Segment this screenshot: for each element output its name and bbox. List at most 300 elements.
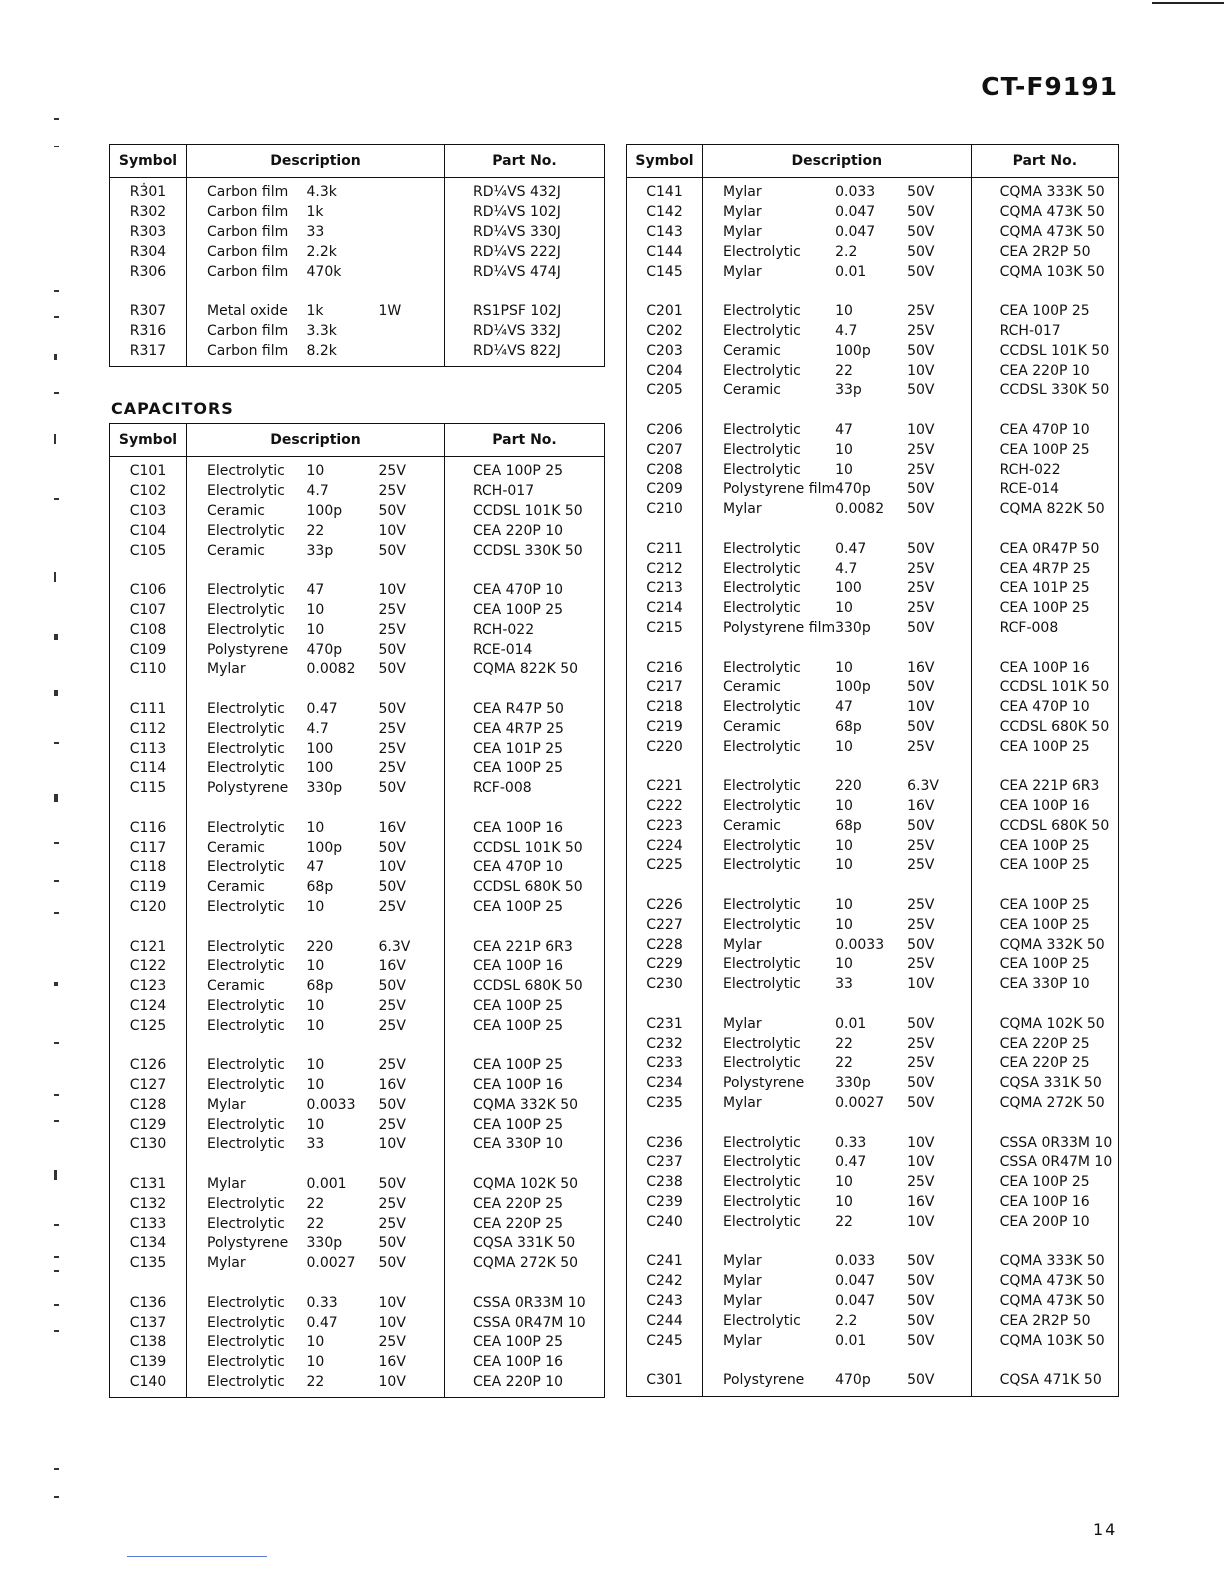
symbol-cell: C204 [627,361,703,381]
value-cell: 22 [306,1195,325,1212]
table-row [110,660,605,680]
type-cell: Polystyrene [723,1075,805,1092]
part-number-cell: CQMA 473K 50 [971,1292,1118,1312]
rating-cell: 50V [907,936,935,953]
symbol-cell: C201 [627,302,703,322]
table-row [627,1331,1119,1351]
part-number-cell: CCDSL 101K 50 [971,341,1118,361]
symbol-cell: C239 [627,1193,703,1213]
col-description: Description [187,145,445,178]
part-number-cell: CEA 100P 16 [971,658,1118,678]
part-number-cell: CQMA 473K 50 [971,203,1118,223]
rating-cell: 6.3V [378,938,411,955]
col-description: Description [187,424,445,457]
table-row [627,698,1119,718]
value-cell: 10 [835,1174,853,1191]
table-row [627,1311,1119,1331]
value-cell: 100p [835,679,871,696]
value-cell: 33p [835,382,862,399]
part-number-cell: CSSA 0R47M 10 [445,1313,605,1333]
part-number-cell: CQMA 272K 50 [971,1094,1118,1114]
part-number-cell: CCDSL 330K 50 [971,381,1118,401]
value-cell: 1k [306,204,324,221]
table-row [110,1234,605,1254]
rating-cell: 10V [378,859,406,876]
symbol-cell: C122 [110,957,187,977]
type-cell: Electrolytic [207,522,285,539]
type-cell: Electrolytic [207,1215,285,1232]
value-cell: 100 [306,760,334,777]
table-header-row [110,424,605,457]
rating-cell: 25V [907,600,935,617]
symbol-cell: C225 [627,856,703,876]
value-cell: 0.47 [835,540,867,557]
part-number-cell: CEA 100P 25 [971,599,1118,619]
type-cell: Mylar [723,1293,762,1310]
value-cell: 470p [835,481,871,498]
value-cell: 10 [835,837,853,854]
value-cell: 0.047 [835,223,876,240]
part-number-cell: CEA 330P 10 [445,1135,605,1155]
type-cell: Ceramic [723,382,781,399]
table-row [627,1133,1119,1153]
table-row [627,203,1119,223]
value-cell: 0.33 [835,1134,867,1151]
rating-cell: 50V [378,1176,406,1193]
rating-cell: 16V [907,798,935,815]
col-part-no: Part No. [445,145,605,178]
table-row [627,460,1119,480]
part-number-cell: CEA 221P 6R3 [445,937,605,957]
part-number-cell: CEA 100P 25 [971,896,1118,916]
table-row [627,361,1119,381]
value-cell: 10 [306,819,325,836]
value-cell: 68p [835,718,862,735]
type-cell: Ceramic [723,817,781,834]
part-number-cell: CCDSL 330K 50 [445,541,605,561]
table-row [110,1175,605,1195]
rating-cell: 1W [378,303,402,320]
rating-cell: 50V [907,540,935,557]
part-number-cell: CQSA 471K 50 [971,1371,1118,1391]
table-row [110,1016,605,1036]
table-row [110,482,605,502]
symbol-cell: C101 [110,462,187,482]
value-cell: 68p [306,879,334,896]
value-cell: 33 [835,976,853,993]
type-cell: Electrolytic [207,740,285,757]
resistors-table [109,144,605,367]
value-cell: 0.01 [835,1332,867,1349]
rating-cell: 25V [378,1195,406,1212]
symbol-cell: C108 [110,620,187,640]
rating-cell: 25V [378,740,406,757]
type-cell: Electrolytic [207,621,285,638]
rating-cell: 10V [378,1314,406,1331]
symbol-cell: C133 [110,1214,187,1234]
symbol-cell: R317 [110,341,187,361]
type-cell: Electrolytic [207,1354,285,1371]
value-cell: 22 [835,1035,853,1052]
part-number-cell: CEA 100P 25 [971,856,1118,876]
symbol-cell: C234 [627,1074,703,1094]
type-cell: Electrolytic [723,659,801,676]
rating-cell: 50V [907,382,935,399]
rating-cell: 25V [907,1055,935,1072]
table-row [110,957,605,977]
type-cell: Electrolytic [723,916,801,933]
type-cell: Mylar [207,661,246,678]
value-cell: 1k [306,303,324,320]
part-number-cell: CEA 200P 10 [971,1212,1118,1232]
table-row [627,262,1119,282]
value-cell: 10 [306,1077,325,1094]
capacitors-left-body [110,457,605,1398]
value-cell: 10 [835,916,853,933]
part-number-cell: CEA 0R47P 50 [971,539,1118,559]
symbol-cell: C131 [110,1175,187,1195]
part-number-cell: CEA 470P 10 [445,581,605,601]
table-row [110,620,605,640]
type-cell: Electrolytic [723,560,801,577]
value-cell: 68p [835,817,862,834]
part-number-cell: RS1PSF 102J [445,302,605,322]
rating-cell: 50V [378,978,406,995]
part-number-cell: CEA 100P 16 [445,818,605,838]
value-cell: 100p [835,342,871,359]
symbol-cell: C124 [110,997,187,1017]
type-cell: Mylar [723,1332,762,1349]
page-number: 14 [1093,1520,1118,1539]
symbol-cell: C103 [110,502,187,522]
type-cell: Electrolytic [723,798,801,815]
type-cell: Electrolytic [207,997,285,1014]
col-symbol: Symbol [110,424,187,457]
table-row [110,878,605,898]
part-number-cell: CQMA 473K 50 [971,1272,1118,1292]
symbol-cell: C113 [110,739,187,759]
value-cell: 10 [835,303,853,320]
part-number-cell: CCDSL 680K 50 [971,817,1118,837]
table-row [110,223,605,243]
table-row [110,838,605,858]
symbol-cell: C107 [110,601,187,621]
symbol-cell: C143 [627,223,703,243]
part-number-cell: CSSA 0R47M 10 [971,1153,1118,1173]
rating-cell: 25V [378,601,406,618]
part-number-cell: CEA 220P 10 [445,521,605,541]
symbol-cell: C223 [627,817,703,837]
rating-cell: 25V [907,916,935,933]
symbol-cell: C135 [110,1254,187,1274]
part-number-cell: CEA 100P 16 [445,1076,605,1096]
value-cell: 47 [835,421,853,438]
value-cell: 0.47 [835,1154,867,1171]
table-row [627,599,1119,619]
value-cell: 10 [835,897,853,914]
table-row [627,1173,1119,1193]
part-number-cell: CQMA 103K 50 [971,1331,1118,1351]
type-cell: Electrolytic [207,819,285,836]
table-row [627,777,1119,797]
type-cell: Mylar [207,1255,246,1272]
type-cell: Electrolytic [723,857,801,874]
symbol-cell: C129 [110,1115,187,1135]
symbol-cell: C237 [627,1153,703,1173]
part-number-cell: CEA 100P 25 [971,737,1118,757]
table-row [110,1194,605,1214]
type-cell: Electrolytic [723,956,801,973]
type-cell: Carbon film [207,184,289,201]
symbol-cell: C116 [110,818,187,838]
part-number-cell: CEA 100P 25 [971,1173,1118,1193]
rating-cell: 50V [378,502,406,519]
symbol-cell: C233 [627,1054,703,1074]
rating-cell: 25V [907,303,935,320]
type-cell: Ceramic [207,502,265,519]
value-cell: 68p [306,978,334,995]
symbol-cell: C238 [627,1173,703,1193]
table-row [110,1313,605,1333]
part-number-cell: CCDSL 680K 50 [971,718,1118,738]
table-row [110,1254,605,1274]
rating-cell: 50V [907,481,935,498]
value-cell: 2.2 [835,1312,858,1329]
rating-cell: 16V [907,1194,935,1211]
value-cell: 10 [306,1017,325,1034]
symbol-cell: C244 [627,1311,703,1331]
part-number-cell: CQMA 822K 50 [445,660,605,680]
rating-cell: 50V [907,263,935,280]
table-row [110,1096,605,1116]
part-number-cell: CEA 330P 10 [971,975,1118,995]
symbol-cell: R303 [110,223,187,243]
rating-cell: 50V [378,700,406,717]
symbol-cell: C120 [110,898,187,918]
part-number-cell: CCDSL 680K 50 [445,977,605,997]
col-part-no: Part No. [971,145,1118,178]
type-cell: Electrolytic [723,461,801,478]
symbol-cell: C236 [627,1133,703,1153]
table-row [627,539,1119,559]
value-cell: 10 [835,956,853,973]
symbol-cell: C215 [627,619,703,639]
type-cell: Electrolytic [207,1017,285,1034]
type-cell: Electrolytic [207,1077,285,1094]
rating-cell: 16V [378,819,406,836]
rating-cell: 50V [907,1293,935,1310]
symbol-cell: C134 [110,1234,187,1254]
part-number-cell: CQMA 332K 50 [445,1096,605,1116]
part-number-cell: CEA 470P 10 [445,858,605,878]
type-cell: Electrolytic [723,540,801,557]
type-cell: Mylar [207,1096,246,1113]
type-cell: Electrolytic [723,1055,801,1072]
symbol-cell: C142 [627,203,703,223]
symbol-cell: C221 [627,777,703,797]
part-number-cell: CEA 220P 25 [445,1214,605,1234]
capacitors-heading: CAPACITORS [111,399,234,418]
type-cell: Electrolytic [723,699,801,716]
part-number-cell: RD¼VS 332J [445,322,605,342]
part-number-cell: CEA 221P 6R3 [971,777,1118,797]
type-cell: Metal oxide [207,303,288,320]
rating-cell: 50V [907,1253,935,1270]
symbol-cell: C121 [110,937,187,957]
rating-cell: 25V [907,837,935,854]
type-cell: Electrolytic [207,898,285,915]
table-row [110,1333,605,1353]
type-cell: Electrolytic [723,837,801,854]
symbol-cell: C202 [627,322,703,342]
value-cell: 220 [835,778,862,795]
type-cell: Mylar [723,223,762,240]
value-cell: 10 [306,958,325,975]
value-cell: 0.033 [835,184,876,201]
part-number-cell: CEA 100P 25 [445,1056,605,1076]
type-cell: Electrolytic [723,1312,801,1329]
table-row [110,640,605,660]
table-row [627,856,1119,876]
value-cell: 0.0082 [306,661,356,678]
rating-cell: 25V [378,483,406,500]
symbol-cell: C230 [627,975,703,995]
type-cell: Electrolytic [207,958,285,975]
table-row [110,1353,605,1373]
type-cell: Carbon film [207,263,289,280]
rating-cell: 50V [378,641,406,658]
part-number-cell: CEA 100P 25 [445,1016,605,1036]
part-number-cell: CSSA 0R33M 10 [445,1293,605,1313]
rating-cell: 50V [907,1372,935,1389]
table-row [110,739,605,759]
type-cell: Electrolytic [207,720,285,737]
symbol-cell: R3̇01 [110,183,187,203]
part-number-cell: CEA 100P 25 [445,1115,605,1135]
part-number-cell: CEA 220P 25 [971,1034,1118,1054]
value-cell: 22 [306,1215,325,1232]
value-cell: 100p [306,502,343,519]
type-cell: Carbon film [207,322,289,339]
part-number-cell: CEA 100P 25 [445,997,605,1017]
footer-rule [127,1556,267,1557]
table-row [627,322,1119,342]
rating-cell: 25V [907,560,935,577]
value-cell: 22 [835,1213,853,1230]
table-row [627,559,1119,579]
table-row [627,718,1119,738]
type-cell: Electrolytic [207,700,285,717]
table-row [627,381,1119,401]
part-number-cell: CEA 220P 25 [445,1194,605,1214]
part-number-cell: CEA 100P 25 [445,1333,605,1353]
table-row [110,719,605,739]
table-row [110,242,605,262]
value-cell: 10 [835,659,853,676]
table-row [627,619,1119,639]
value-cell: 0.47 [306,700,338,717]
symbol-cell: C224 [627,836,703,856]
part-number-cell: CQMA 333K 50 [971,1252,1118,1272]
part-number-cell: RD¼VS 222J [445,242,605,262]
type-cell: Ceramic [207,542,265,559]
rating-cell: 10V [907,362,935,379]
value-cell: 0.01 [835,1015,867,1032]
type-cell: Polystyrene [207,641,289,658]
rating-cell: 50V [378,839,406,856]
symbol-cell: C232 [627,1034,703,1054]
table-row [627,797,1119,817]
table-row [627,915,1119,935]
table-row [627,480,1119,500]
value-cell: 47 [306,582,325,599]
symbol-cell: C105 [110,541,187,561]
symbol-cell: C208 [627,460,703,480]
type-cell: Carbon film [207,204,289,221]
rating-cell [379,322,445,342]
value-cell: 4.7 [835,322,858,339]
type-cell: Electrolytic [723,778,801,795]
symbol-cell: R306 [110,262,187,282]
value-cell: 33 [306,1136,325,1153]
table-row [627,1034,1119,1054]
table-row [110,858,605,878]
table-row [627,955,1119,975]
rating-cell: 25V [378,1017,406,1034]
table-row [110,203,605,223]
value-cell: 22 [306,1374,325,1391]
value-cell: 10 [835,461,853,478]
symbol-cell: C209 [627,480,703,500]
symbol-cell: C220 [627,737,703,757]
rating-cell: 25V [907,956,935,973]
rating-cell: 16V [378,958,406,975]
symbol-cell: C138 [110,1333,187,1353]
type-cell: Electrolytic [723,600,801,617]
rating-cell: 25V [378,997,406,1014]
part-number-cell: CEA 470P 10 [971,421,1118,441]
rating-cell: 50V [378,1255,406,1272]
table-row [110,521,605,541]
value-cell: 0.0033 [835,936,885,953]
table-row [110,1293,605,1313]
type-cell: Mylar [723,1253,762,1270]
rating-cell [379,262,445,282]
rating-cell: 25V [378,1057,406,1074]
value-cell: 0.047 [835,1293,876,1310]
type-cell: Electrolytic [723,1154,801,1171]
part-number-cell: RCH-022 [445,620,605,640]
table-row [110,1056,605,1076]
type-cell: Electrolytic [723,243,801,260]
table-row [110,977,605,997]
type-cell: Mylar [723,204,762,221]
table-row [110,262,605,282]
rating-cell: 25V [378,760,406,777]
symbol-cell: C213 [627,579,703,599]
table-row [110,541,605,561]
part-number-cell: RCE-014 [971,480,1118,500]
rating-cell: 25V [907,1035,935,1052]
rating-cell: 25V [378,463,406,480]
part-number-cell: CQMA 822K 50 [971,500,1118,520]
rating-cell: 50V [907,501,935,518]
type-cell: Electrolytic [207,1116,285,1133]
value-cell: 0.047 [835,1273,876,1290]
symbol-cell: C231 [627,1014,703,1034]
part-number-cell: CEA 100P 16 [971,797,1118,817]
rating-cell: 50V [378,1235,406,1252]
